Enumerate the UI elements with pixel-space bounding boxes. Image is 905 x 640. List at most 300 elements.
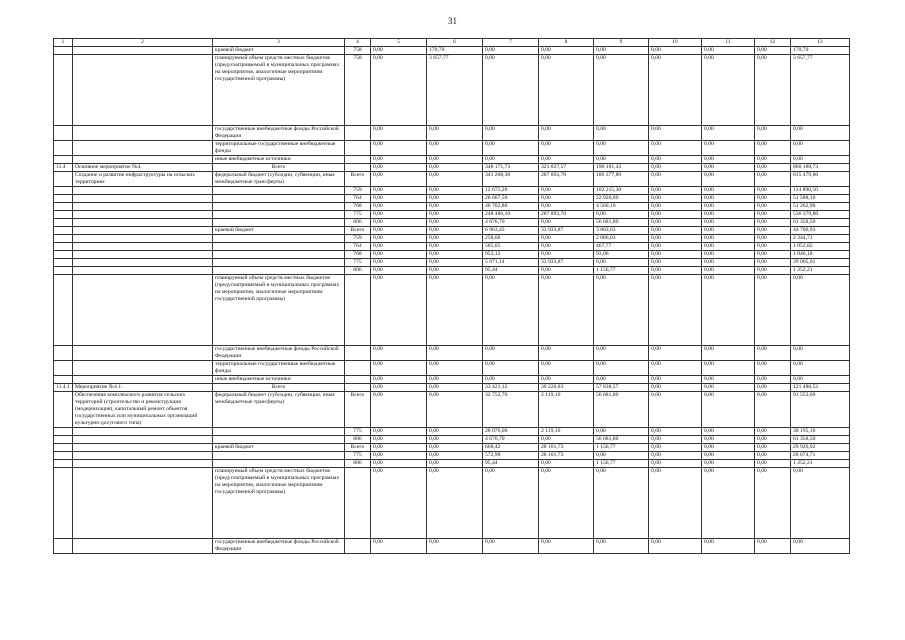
amount-cell: 186 377,80 [594, 172, 649, 187]
amount-cell: 0,00 [539, 436, 594, 444]
table-row [54, 172, 850, 187]
amount-cell: 0,00 [755, 187, 791, 195]
amount-cell: 0,00 [702, 141, 755, 156]
table-body [54, 47, 850, 554]
amount-cell: 0,00 [539, 141, 594, 156]
amount-cell: 0,00 [427, 141, 483, 156]
amount-cell: 56 681,80 [594, 436, 649, 444]
amount-cell: 0,00 [483, 141, 539, 156]
amount-cell: 93,06 [594, 251, 649, 259]
amount-cell: 0,00 [755, 539, 791, 554]
funding-source-cell: планируемый объем средств местных бюджетов (предусматриваемый в муниципальных программах на мероприятия, аналогичные мероприятиям государственной программы) [213, 468, 345, 539]
amount-cell: 467,77 [594, 243, 649, 251]
row-number-cell [54, 392, 73, 428]
amount-cell: 0,00 [371, 251, 427, 259]
code-cell: 806 [345, 460, 371, 468]
table-row [54, 243, 850, 251]
amount-cell: 0,00 [649, 275, 702, 346]
amount-cell: 321 827,57 [539, 164, 594, 172]
code-cell: 775 [345, 452, 371, 460]
row-number-cell [54, 227, 73, 235]
amount-cell: 0,00 [427, 259, 483, 267]
amount-cell: 0,00 [755, 361, 791, 376]
amount-cell: 0,00 [427, 452, 483, 460]
amount-cell: 0,00 [791, 539, 850, 554]
amount-cell: 0,00 [371, 172, 427, 187]
code-cell: Всего [345, 172, 371, 187]
column-header: 3 [213, 39, 345, 47]
amount-cell: 0,00 [539, 219, 594, 227]
amount-cell: 0,00 [371, 346, 427, 361]
amount-cell: 0,00 [427, 235, 483, 243]
amount-cell: 0,00 [539, 346, 594, 361]
row-number-cell [54, 436, 73, 444]
activity-name-cell [73, 195, 213, 203]
row-number-cell [54, 211, 73, 219]
code-cell [345, 156, 371, 164]
code-cell: Всего [345, 392, 371, 428]
amount-cell: 0,00 [702, 187, 755, 195]
amount-cell: 0,00 [594, 156, 649, 164]
column-header: 10 [649, 39, 702, 47]
amount-cell: 3 803,63 [594, 227, 649, 235]
amount-cell: 0,00 [649, 156, 702, 164]
amount-cell: 28 674,71 [791, 452, 850, 460]
amount-cell: 0,00 [649, 539, 702, 554]
amount-cell: 0,00 [427, 219, 483, 227]
amount-cell: 32 752,70 [483, 392, 539, 428]
code-cell [345, 346, 371, 361]
table-row [54, 460, 850, 468]
funding-source-cell: федеральный бюджет (субсидии, субвенции, иные межбюджетные трансферты) [213, 392, 345, 428]
code-cell [345, 361, 371, 376]
table-row [54, 436, 850, 444]
amount-cell: 0,00 [594, 126, 649, 141]
amount-cell: 0,00 [427, 361, 483, 376]
row-number-cell: 11.4.1 [54, 384, 73, 392]
row-number-cell [54, 55, 73, 126]
amount-cell: 170,70 [427, 47, 483, 55]
amount-cell: 102 215,30 [594, 187, 649, 195]
funding-source-cell: федеральный бюджет (субсидии, субвенции, иные межбюджетные трансферты) [213, 172, 345, 187]
activity-name-cell: Мероприятие №4.1: [73, 384, 213, 392]
table-row [54, 361, 850, 376]
amount-cell: 0,00 [427, 126, 483, 141]
amount-cell: 0,00 [755, 346, 791, 361]
amount-cell: 0,00 [649, 361, 702, 376]
code-cell: 806 [345, 219, 371, 227]
amount-cell: 0,00 [649, 47, 702, 55]
amount-cell: 0,00 [649, 436, 702, 444]
row-number-cell [54, 126, 73, 141]
table-row [54, 452, 850, 460]
table-row [54, 47, 850, 55]
amount-cell: 0,00 [371, 235, 427, 243]
amount-cell: 0,00 [539, 47, 594, 55]
amount-cell: 0,00 [483, 468, 539, 539]
amount-cell: 0,00 [702, 452, 755, 460]
table-row [54, 195, 850, 203]
amount-cell: 341 208,30 [483, 172, 539, 187]
amount-cell: 0,00 [649, 267, 702, 275]
amount-cell: 0,00 [755, 235, 791, 243]
amount-cell: 61 358,50 [791, 219, 850, 227]
amount-cell: 0,00 [755, 444, 791, 452]
column-header: 7 [483, 39, 539, 47]
row-number-cell [54, 452, 73, 460]
amount-cell: 3 657,77 [427, 55, 483, 126]
activity-name-cell [73, 47, 213, 55]
amount-cell: 0,00 [539, 203, 594, 211]
amount-cell: 0,00 [755, 126, 791, 141]
code-cell: 759 [345, 187, 371, 195]
amount-cell: 22 920,60 [594, 195, 649, 203]
amount-cell: 0,00 [483, 275, 539, 346]
amount-cell: 0,00 [791, 361, 850, 376]
funding-source-cell: иные внебюджетные источники [213, 376, 345, 384]
column-number-row [54, 39, 850, 47]
amount-cell: 0,00 [427, 392, 483, 428]
amount-cell: 0,00 [649, 243, 702, 251]
activity-name-cell [73, 243, 213, 251]
amount-cell: 0,00 [649, 235, 702, 243]
amount-cell: 33 933,87 [539, 227, 594, 235]
amount-cell: 33 421,12 [483, 384, 539, 392]
amount-cell: 0,00 [702, 156, 755, 164]
amount-cell: 0,00 [702, 384, 755, 392]
amount-cell: 0,00 [539, 156, 594, 164]
amount-cell: 0,00 [649, 384, 702, 392]
code-cell [345, 164, 371, 172]
column-header: 1 [54, 39, 73, 47]
amount-cell: 0,00 [791, 346, 850, 361]
amount-cell: 536 379,80 [791, 211, 850, 219]
activity-name-cell [73, 452, 213, 460]
amount-cell: 0,00 [371, 227, 427, 235]
funding-source-cell: планируемый объем средств местных бюджетов (предусматриваемый в муниципальных программах на мероприятия, аналогичные мероприятиям государственной программы) [213, 55, 345, 126]
amount-cell: 248 486,10 [483, 211, 539, 219]
amount-cell: 0,00 [427, 539, 483, 554]
amount-cell: 28 101,73 [539, 444, 594, 452]
code-cell: 775 [345, 428, 371, 436]
amount-cell: 0,00 [594, 141, 649, 156]
row-number-cell [54, 460, 73, 468]
amount-cell: 668,42 [483, 444, 539, 452]
amount-cell: 0,00 [539, 361, 594, 376]
activity-name-cell [73, 444, 213, 452]
row-number-cell [54, 203, 73, 211]
amount-cell: 0,00 [539, 187, 594, 195]
amount-cell: 0,00 [371, 275, 427, 346]
amount-cell: 0,00 [594, 55, 649, 126]
amount-cell: 95,44 [483, 267, 539, 275]
amount-cell: 0,00 [702, 361, 755, 376]
funding-source-cell [213, 267, 345, 275]
code-cell: Всего [345, 444, 371, 452]
page-number: 31 [448, 16, 457, 26]
table-row [54, 164, 850, 172]
amount-cell: 0,00 [371, 428, 427, 436]
amount-cell: 0,00 [594, 539, 649, 554]
amount-cell: 0,00 [594, 428, 649, 436]
amount-cell: 0,00 [539, 460, 594, 468]
amount-cell: 0,00 [755, 428, 791, 436]
amount-cell: 0,00 [702, 392, 755, 428]
amount-cell: 0,00 [427, 384, 483, 392]
amount-cell: 585,05 [483, 243, 539, 251]
budget-table [53, 38, 850, 554]
activity-name-cell [73, 436, 213, 444]
amount-cell: 0,00 [755, 460, 791, 468]
activity-name-cell [73, 227, 213, 235]
code-cell: 768 [345, 251, 371, 259]
amount-cell: 0,00 [371, 452, 427, 460]
amount-cell: 0,00 [371, 164, 427, 172]
row-number-cell [54, 361, 73, 376]
row-number-cell [54, 539, 73, 554]
amount-cell: 0,00 [649, 126, 702, 141]
amount-cell: 0,00 [371, 460, 427, 468]
amount-cell: 0,00 [755, 164, 791, 172]
amount-cell: 258,68 [483, 235, 539, 243]
column-header: 13 [791, 39, 850, 47]
column-header: 12 [755, 39, 791, 47]
amount-cell: 0,00 [371, 126, 427, 141]
amount-cell: 5 071,14 [483, 259, 539, 267]
code-cell: 806 [345, 267, 371, 275]
column-header: 5 [371, 39, 427, 47]
amount-cell: 0,00 [702, 47, 755, 55]
amount-cell: 0,00 [427, 436, 483, 444]
activity-name-cell [73, 361, 213, 376]
amount-cell: 0,00 [427, 444, 483, 452]
code-cell: Всего [345, 227, 371, 235]
activity-name-cell [73, 346, 213, 361]
amount-cell: 0,00 [702, 267, 755, 275]
code-cell: 775 [345, 211, 371, 219]
amount-cell: 0,00 [702, 203, 755, 211]
amount-cell: 0,00 [702, 539, 755, 554]
code-cell: 759 [345, 235, 371, 243]
amount-cell: 0,00 [371, 187, 427, 195]
amount-cell: 190 181,43 [594, 164, 649, 172]
funding-source-cell [213, 259, 345, 267]
amount-cell: 51 262,90 [791, 203, 850, 211]
amount-cell: 0,00 [539, 468, 594, 539]
amount-cell: 1 156,77 [594, 460, 649, 468]
activity-name-cell [73, 235, 213, 243]
amount-cell: 12 675,20 [483, 187, 539, 195]
code-cell: 758 [345, 47, 371, 55]
amount-cell: 0,00 [483, 376, 539, 384]
amount-cell: 0,00 [594, 47, 649, 55]
amount-cell: 0,00 [755, 47, 791, 55]
amount-cell: 0,00 [755, 452, 791, 460]
amount-cell: 0,00 [755, 436, 791, 444]
amount-cell: 0,00 [539, 243, 594, 251]
code-cell [345, 384, 371, 392]
funding-source-cell: планируемый объем средств местных бюджетов (предусматриваемый в муниципальных программах на мероприятия, аналогичные мероприятиям государственной программы) [213, 275, 345, 346]
amount-cell: 0,00 [649, 55, 702, 126]
amount-cell: 0,00 [371, 436, 427, 444]
amount-cell: 0,00 [371, 156, 427, 164]
amount-cell: 0,00 [649, 141, 702, 156]
amount-cell: 0,00 [702, 275, 755, 346]
amount-cell: 0,00 [791, 376, 850, 384]
amount-cell: 46 702,80 [483, 203, 539, 211]
funding-source-cell [213, 195, 345, 203]
amount-cell: 0,00 [649, 195, 702, 203]
amount-cell: 28 076,00 [483, 428, 539, 436]
amount-cell: 815 479,80 [791, 172, 850, 187]
funding-source-cell: иные внебюджетные источники [213, 156, 345, 164]
amount-cell: 0,00 [702, 126, 755, 141]
row-number-cell [54, 243, 73, 251]
activity-name-cell [73, 428, 213, 436]
table-row [54, 251, 850, 259]
row-number-cell [54, 259, 73, 267]
amount-cell: 0,00 [702, 235, 755, 243]
table-row [54, 126, 850, 141]
amount-cell: 0,00 [539, 235, 594, 243]
amount-cell: 29 926,92 [791, 444, 850, 452]
amount-cell: 0,00 [755, 55, 791, 126]
amount-cell: 572,98 [483, 452, 539, 460]
amount-cell: 0,00 [427, 243, 483, 251]
amount-cell: 0,00 [755, 172, 791, 187]
amount-cell: 30 195,10 [791, 428, 850, 436]
funding-source-cell: территориальные государственные внебюджетные фонды [213, 141, 345, 156]
funding-source-cell: Всего [213, 384, 345, 392]
amount-cell: 0,00 [755, 211, 791, 219]
activity-name-cell [73, 275, 213, 346]
column-header: 2 [73, 39, 213, 47]
table-row [54, 203, 850, 211]
row-number-cell [54, 444, 73, 452]
activity-name-cell [73, 55, 213, 126]
amount-cell: 0,00 [755, 392, 791, 428]
funding-source-cell: краевой бюджет [213, 227, 345, 235]
funding-source-cell [213, 235, 345, 243]
funding-source-cell: территориальные государственные внебюджетные фонды [213, 361, 345, 376]
amount-cell: 4 676,70 [483, 436, 539, 444]
amount-cell: 0,00 [702, 460, 755, 468]
row-number-cell [54, 468, 73, 539]
funding-source-cell: государственные внебюджетные фонды Российской Федерации [213, 126, 345, 141]
amount-cell: 91 553,60 [791, 392, 850, 428]
funding-source-cell [213, 203, 345, 211]
amount-cell: 0,00 [702, 243, 755, 251]
amount-cell: 57 838,57 [594, 384, 649, 392]
amount-cell: 4 560,10 [594, 203, 649, 211]
amount-cell: 0,00 [702, 436, 755, 444]
amount-cell: 39 005,01 [791, 259, 850, 267]
code-cell: 764 [345, 243, 371, 251]
amount-cell: 0,00 [483, 539, 539, 554]
table-row [54, 267, 850, 275]
row-number-cell [54, 235, 73, 243]
amount-cell: 860 180,73 [791, 164, 850, 172]
amount-cell: 0,00 [594, 452, 649, 460]
amount-cell: 0,00 [539, 275, 594, 346]
funding-source-cell [213, 460, 345, 468]
amount-cell: 0,00 [755, 259, 791, 267]
amount-cell: 0,00 [483, 156, 539, 164]
amount-cell: 0,00 [427, 203, 483, 211]
amount-cell: 28 667,50 [483, 195, 539, 203]
amount-cell: 0,00 [702, 219, 755, 227]
amount-cell: 0,00 [594, 275, 649, 346]
amount-cell: 0,00 [649, 164, 702, 172]
amount-cell: 30 220,83 [539, 384, 594, 392]
funding-source-cell: государственные внебюджетные фонды Российской Федерации [213, 539, 345, 554]
code-cell: 775 [345, 259, 371, 267]
amount-cell: 0,00 [371, 203, 427, 211]
table-row [54, 235, 850, 243]
amount-cell: 1 046,18 [791, 251, 850, 259]
amount-cell: 0,00 [483, 346, 539, 361]
activity-name-cell: Обеспечение комплексного развития сельских территорий (строительство и реконструкция (модернизация), капитальный ремонт объектов государственных или муниципальных организаций культурно-досугового типа) [73, 392, 213, 428]
amount-cell: 0,00 [427, 468, 483, 539]
activity-name-cell: Основное мероприятие №4. [73, 164, 213, 172]
activity-name-cell [73, 126, 213, 141]
amount-cell: 0,00 [791, 468, 850, 539]
amount-cell: 0,00 [427, 195, 483, 203]
amount-cell: 61 358,50 [791, 436, 850, 444]
amount-cell: 0,00 [539, 376, 594, 384]
amount-cell: 0,00 [649, 376, 702, 384]
table-row [54, 468, 850, 539]
amount-cell: 0,00 [371, 195, 427, 203]
amount-cell: 0,00 [649, 392, 702, 428]
amount-cell: 0,00 [649, 227, 702, 235]
table-row [54, 376, 850, 384]
amount-cell: 0,00 [371, 384, 427, 392]
amount-cell: 0,00 [427, 460, 483, 468]
amount-cell: 6 963,43 [483, 227, 539, 235]
table-row [54, 227, 850, 235]
amount-cell: 0,00 [649, 211, 702, 219]
table-row [54, 187, 850, 195]
row-number-cell [54, 156, 73, 164]
table-row [54, 392, 850, 428]
row-number-cell [54, 172, 73, 187]
row-number-cell [54, 187, 73, 195]
amount-cell: 0,00 [427, 227, 483, 235]
code-cell: 768 [345, 203, 371, 211]
amount-cell: 2 119,10 [539, 392, 594, 428]
code-cell: 806 [345, 436, 371, 444]
amount-cell: 56 681,80 [594, 219, 649, 227]
column-header: 4 [345, 39, 371, 47]
funding-source-cell [213, 428, 345, 436]
amount-cell: 0,00 [371, 259, 427, 267]
row-number-cell [54, 346, 73, 361]
amount-cell: 0,00 [427, 376, 483, 384]
amount-cell: 0,00 [483, 361, 539, 376]
amount-cell: 953,12 [483, 251, 539, 259]
amount-cell: 0,00 [649, 428, 702, 436]
amount-cell: 0,00 [649, 346, 702, 361]
table-row [54, 275, 850, 346]
amount-cell: 0,00 [427, 428, 483, 436]
table-row [54, 259, 850, 267]
amount-cell: 0,00 [702, 251, 755, 259]
amount-cell: 95,44 [483, 460, 539, 468]
amount-cell: 0,00 [371, 539, 427, 554]
amount-cell: 0,00 [427, 164, 483, 172]
code-cell [345, 539, 371, 554]
